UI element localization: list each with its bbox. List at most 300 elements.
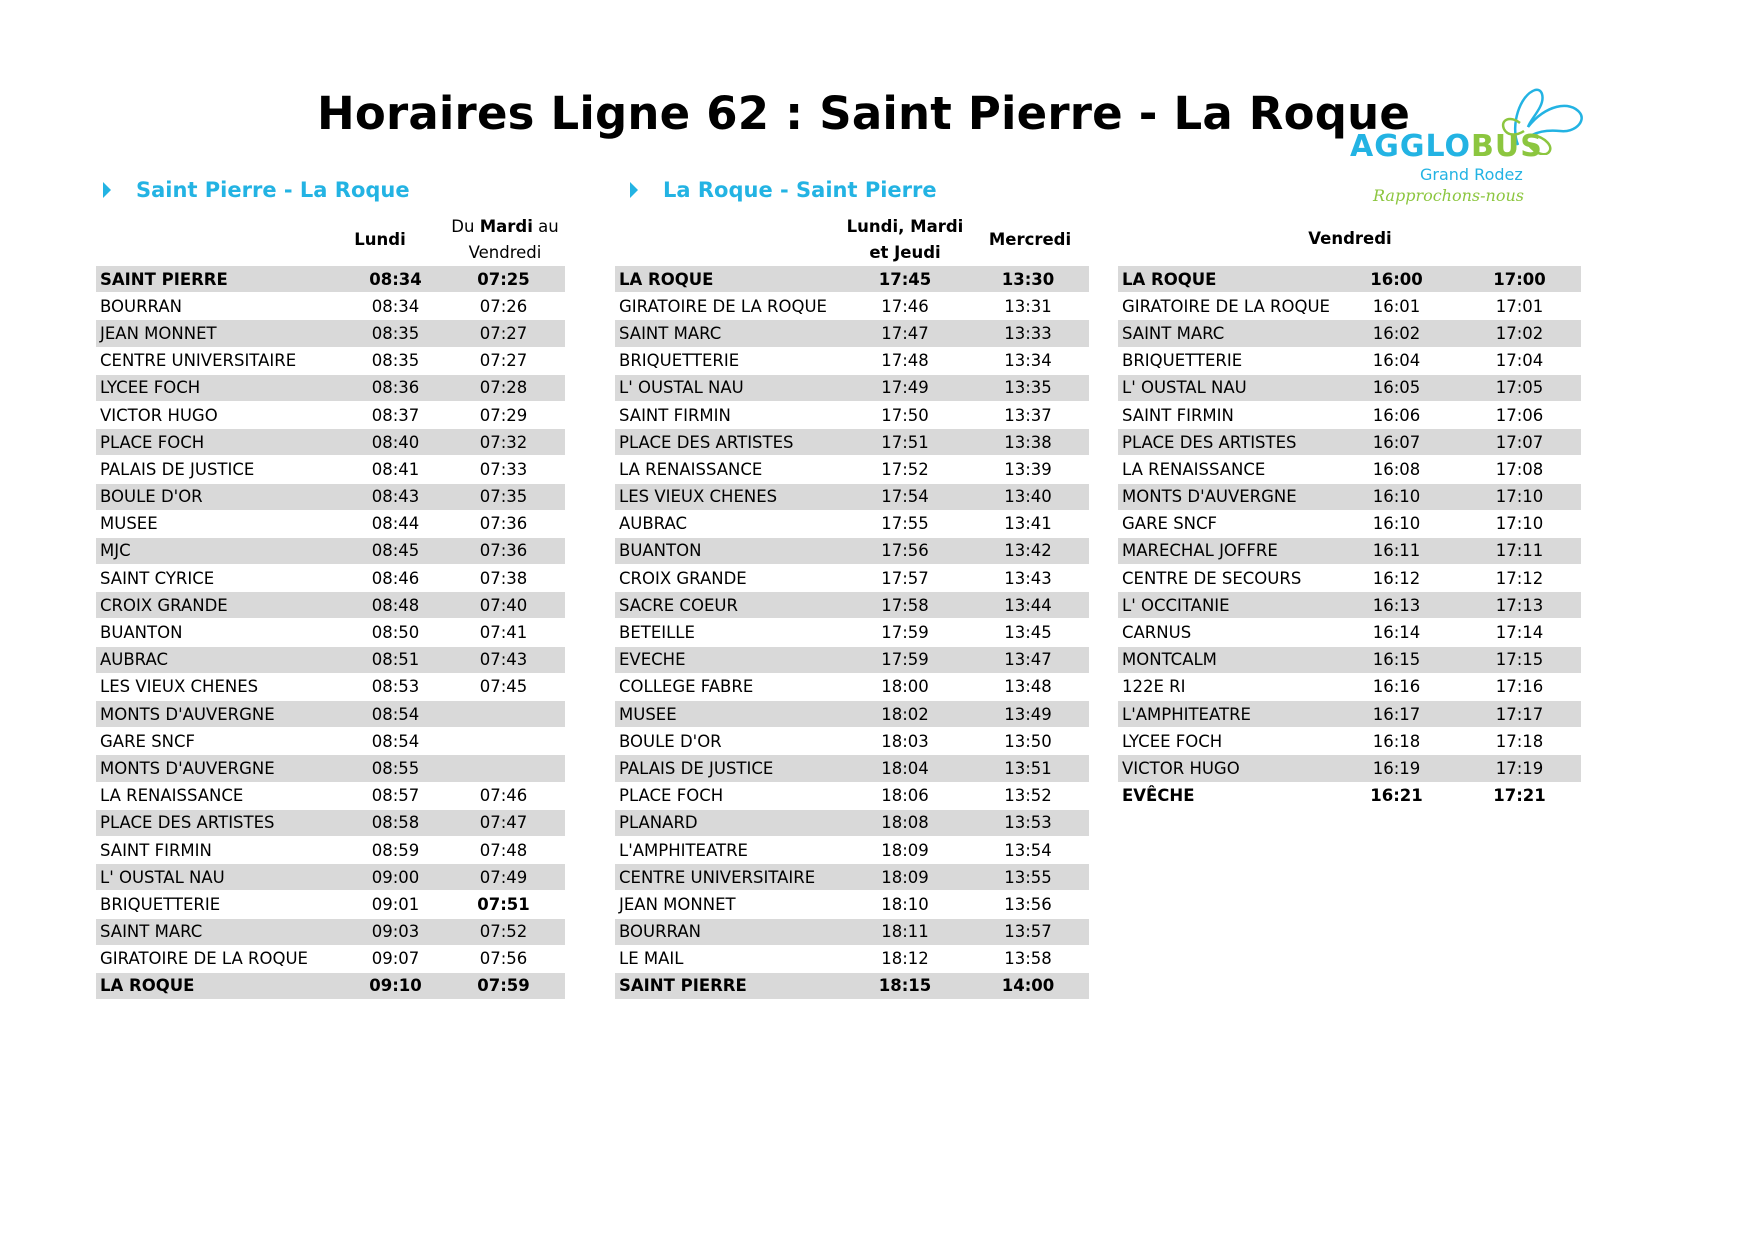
stop-name: SAINT FIRMIN xyxy=(96,836,349,863)
time-cell: 18:03 xyxy=(843,728,967,755)
time-cell: 08:43 xyxy=(349,483,442,510)
stop-name: BOULE D'OR xyxy=(96,483,349,510)
time-cell: 16:15 xyxy=(1335,646,1458,673)
table-row xyxy=(1118,483,1581,510)
time-cell: 13:43 xyxy=(967,565,1089,592)
time-cell: 09:10 xyxy=(349,972,442,999)
header-text: Vendredi xyxy=(468,243,542,262)
stop-name: LA ROQUE xyxy=(96,972,349,999)
table-row xyxy=(96,945,565,972)
time-cell: 08:35 xyxy=(349,320,442,347)
stop-name: MONTS D'AUVERGNE xyxy=(96,701,349,728)
time-cell: 08:54 xyxy=(349,728,442,755)
time-cell: 07:27 xyxy=(442,347,565,374)
stop-name: BUANTON xyxy=(615,537,843,564)
stop-name: CENTRE DE SECOURS xyxy=(1118,565,1335,592)
table-row xyxy=(615,673,1089,700)
table-row xyxy=(1118,374,1581,401)
time-cell: 18:00 xyxy=(843,673,967,700)
stop-name: LA ROQUE xyxy=(615,266,843,293)
time-cell: 07:28 xyxy=(442,374,565,401)
time-cell: 14:00 xyxy=(967,972,1089,999)
header-text-bold: Mardi xyxy=(479,217,533,236)
col-header-lundi: Lundi xyxy=(354,230,406,249)
time-cell: 07:56 xyxy=(442,945,565,972)
time-cell: 16:01 xyxy=(1335,293,1458,320)
table-row xyxy=(96,374,565,401)
time-cell xyxy=(442,755,565,782)
time-cell: 17:11 xyxy=(1458,537,1581,564)
table-row xyxy=(615,266,1089,293)
stop-name: MARECHAL JOFFRE xyxy=(1118,537,1335,564)
triangle-bullet-icon xyxy=(630,182,638,198)
stop-name: MUSEE xyxy=(615,701,843,728)
stop-name: LE MAIL xyxy=(615,945,843,972)
agglobus-logo xyxy=(1350,85,1590,215)
time-cell: 17:08 xyxy=(1458,456,1581,483)
time-cell: 17:45 xyxy=(843,266,967,293)
section-heading-outbound-label: Saint Pierre - La Roque xyxy=(136,178,410,202)
triangle-bullet-icon xyxy=(103,182,111,198)
timetable-la-roque-saint-pierre xyxy=(615,266,1089,1000)
stop-name: COLLEGE FABRE xyxy=(615,673,843,700)
table-row xyxy=(615,755,1089,782)
stop-name: LA RENAISSANCE xyxy=(1118,456,1335,483)
table-row xyxy=(96,809,565,836)
stop-name: PLACE DES ARTISTES xyxy=(615,429,843,456)
time-cell: 07:38 xyxy=(442,565,565,592)
time-cell: 16:10 xyxy=(1335,483,1458,510)
table-row xyxy=(96,619,565,646)
time-cell: 08:41 xyxy=(349,456,442,483)
table-row xyxy=(1118,755,1581,782)
time-cell: 17:01 xyxy=(1458,293,1581,320)
table-row xyxy=(96,918,565,945)
stop-name: L' OUSTAL NAU xyxy=(96,864,349,891)
time-cell: 18:08 xyxy=(843,809,967,836)
stop-name: L'AMPHITEATRE xyxy=(615,836,843,863)
table-row xyxy=(1118,429,1581,456)
stop-name: AUBRAC xyxy=(615,510,843,537)
time-cell: 13:58 xyxy=(967,945,1089,972)
table-row xyxy=(615,565,1089,592)
time-cell: 08:50 xyxy=(349,619,442,646)
stop-name: L' OUSTAL NAU xyxy=(1118,374,1335,401)
time-cell: 08:59 xyxy=(349,836,442,863)
stop-name: LES VIEUX CHENES xyxy=(96,673,349,700)
table-row xyxy=(615,592,1089,619)
time-cell: 18:12 xyxy=(843,945,967,972)
table-row xyxy=(96,266,565,293)
time-cell: 07:27 xyxy=(442,320,565,347)
table-row xyxy=(1118,293,1581,320)
time-cell: 16:02 xyxy=(1335,320,1458,347)
table-row xyxy=(615,918,1089,945)
col-header-mardi-vendredi xyxy=(445,214,565,266)
time-cell: 13:53 xyxy=(967,809,1089,836)
time-cell: 17:48 xyxy=(843,347,967,374)
table-row xyxy=(615,537,1089,564)
time-cell: 13:57 xyxy=(967,918,1089,945)
table-row xyxy=(615,864,1089,891)
time-cell: 07:33 xyxy=(442,456,565,483)
section-heading-inbound xyxy=(630,178,937,202)
stop-name: GARE SNCF xyxy=(1118,510,1335,537)
time-cell: 16:19 xyxy=(1335,755,1458,782)
time-cell: 16:17 xyxy=(1335,701,1458,728)
stop-name: LYCEE FOCH xyxy=(1118,728,1335,755)
table-row xyxy=(96,483,565,510)
col-header-mercredi: Mercredi xyxy=(988,230,1072,249)
time-cell: 08:37 xyxy=(349,401,442,428)
table-row xyxy=(615,483,1089,510)
table-row xyxy=(615,293,1089,320)
header-text: Lundi, Mardi xyxy=(846,217,964,236)
table-row xyxy=(615,374,1089,401)
time-cell: 17:47 xyxy=(843,320,967,347)
table-row xyxy=(1118,401,1581,428)
time-cell: 13:47 xyxy=(967,646,1089,673)
time-cell: 07:25 xyxy=(442,266,565,293)
time-cell: 13:35 xyxy=(967,374,1089,401)
time-cell: 17:10 xyxy=(1458,510,1581,537)
time-cell: 16:04 xyxy=(1335,347,1458,374)
table-row xyxy=(615,401,1089,428)
table-row xyxy=(615,456,1089,483)
col-header-vendredi: Vendredi xyxy=(1308,229,1392,248)
time-cell: 13:54 xyxy=(967,836,1089,863)
time-cell: 08:55 xyxy=(349,755,442,782)
time-cell: 18:09 xyxy=(843,836,967,863)
time-cell: 18:09 xyxy=(843,864,967,891)
time-cell xyxy=(442,728,565,755)
stop-name: LA RENAISSANCE xyxy=(615,456,843,483)
stop-name: SAINT PIERRE xyxy=(615,972,843,999)
header-text: Du xyxy=(451,217,480,236)
stop-name: L'AMPHITEATRE xyxy=(1118,701,1335,728)
header-text: au xyxy=(532,217,559,236)
stop-name: LYCEE FOCH xyxy=(96,374,349,401)
table-row xyxy=(615,809,1089,836)
time-cell: 17:18 xyxy=(1458,728,1581,755)
time-cell: 18:15 xyxy=(843,972,967,999)
table-row xyxy=(96,456,565,483)
stop-name: BOURRAN xyxy=(615,918,843,945)
stop-name: SAINT CYRICE xyxy=(96,565,349,592)
time-cell: 13:49 xyxy=(967,701,1089,728)
time-cell: 17:12 xyxy=(1458,565,1581,592)
stop-name: LA ROQUE xyxy=(1118,266,1335,293)
time-cell: 13:30 xyxy=(967,266,1089,293)
stop-name: BOULE D'OR xyxy=(615,728,843,755)
stop-name: MONTS D'AUVERGNE xyxy=(1118,483,1335,510)
stop-name: JEAN MONNET xyxy=(615,891,843,918)
table-row xyxy=(615,728,1089,755)
stop-name: MONTCALM xyxy=(1118,646,1335,673)
stop-name: JEAN MONNET xyxy=(96,320,349,347)
table-row xyxy=(96,565,565,592)
time-cell xyxy=(442,701,565,728)
time-cell: 17:52 xyxy=(843,456,967,483)
time-cell: 08:53 xyxy=(349,673,442,700)
table-row xyxy=(96,864,565,891)
time-cell: 09:03 xyxy=(349,918,442,945)
time-cell: 07:26 xyxy=(442,293,565,320)
stop-name: PALAIS DE JUSTICE xyxy=(615,755,843,782)
table-row xyxy=(615,510,1089,537)
time-cell: 13:56 xyxy=(967,891,1089,918)
stop-name: GIRATOIRE DE LA ROQUE xyxy=(615,293,843,320)
table-row xyxy=(96,347,565,374)
table-row xyxy=(1118,782,1581,809)
time-cell: 17:16 xyxy=(1458,673,1581,700)
time-cell: 13:34 xyxy=(967,347,1089,374)
time-cell: 08:57 xyxy=(349,782,442,809)
stop-name: CENTRE UNIVERSITAIRE xyxy=(615,864,843,891)
time-cell: 07:41 xyxy=(442,619,565,646)
time-cell: 07:43 xyxy=(442,646,565,673)
time-cell: 17:49 xyxy=(843,374,967,401)
time-cell: 13:48 xyxy=(967,673,1089,700)
table-row xyxy=(1118,266,1581,293)
stop-name: SAINT MARC xyxy=(96,918,349,945)
stop-name: CARNUS xyxy=(1118,619,1335,646)
time-cell: 17:06 xyxy=(1458,401,1581,428)
stop-name: BRIQUETTERIE xyxy=(1118,347,1335,374)
time-cell: 17:55 xyxy=(843,510,967,537)
table-row xyxy=(615,782,1089,809)
time-cell: 17:46 xyxy=(843,293,967,320)
stop-name: VICTOR HUGO xyxy=(96,401,349,428)
time-cell: 13:45 xyxy=(967,619,1089,646)
time-cell: 16:00 xyxy=(1335,266,1458,293)
table-row xyxy=(615,347,1089,374)
stop-name: BUANTON xyxy=(96,619,349,646)
stop-name: BOURRAN xyxy=(96,293,349,320)
time-cell: 17:02 xyxy=(1458,320,1581,347)
table-row xyxy=(96,537,565,564)
time-cell: 16:18 xyxy=(1335,728,1458,755)
stop-name: EVÊCHE xyxy=(1118,782,1335,809)
table-row xyxy=(96,972,565,999)
time-cell: 13:41 xyxy=(967,510,1089,537)
time-cell: 17:17 xyxy=(1458,701,1581,728)
stop-name: 122E RI xyxy=(1118,673,1335,700)
table-row xyxy=(96,782,565,809)
time-cell: 17:07 xyxy=(1458,429,1581,456)
stop-name: VICTOR HUGO xyxy=(1118,755,1335,782)
time-cell: 13:31 xyxy=(967,293,1089,320)
table-row xyxy=(96,320,565,347)
time-cell: 16:07 xyxy=(1335,429,1458,456)
time-cell: 08:40 xyxy=(349,429,442,456)
time-cell: 17:04 xyxy=(1458,347,1581,374)
table-row xyxy=(1118,537,1581,564)
time-cell: 17:50 xyxy=(843,401,967,428)
time-cell: 13:33 xyxy=(967,320,1089,347)
stop-name: SAINT MARC xyxy=(615,320,843,347)
time-cell: 13:55 xyxy=(967,864,1089,891)
table-row xyxy=(615,945,1089,972)
table-row xyxy=(96,429,565,456)
time-cell: 16:11 xyxy=(1335,537,1458,564)
stop-name: PALAIS DE JUSTICE xyxy=(96,456,349,483)
time-cell: 07:49 xyxy=(442,864,565,891)
time-cell: 07:47 xyxy=(442,809,565,836)
time-cell: 18:10 xyxy=(843,891,967,918)
time-cell: 13:40 xyxy=(967,483,1089,510)
time-cell: 09:07 xyxy=(349,945,442,972)
table-row xyxy=(96,673,565,700)
time-cell: 17:54 xyxy=(843,483,967,510)
time-cell: 17:58 xyxy=(843,592,967,619)
logo-slogan: Rapprochons-nous xyxy=(1373,186,1524,205)
time-cell: 17:59 xyxy=(843,619,967,646)
table-row xyxy=(615,619,1089,646)
time-cell: 17:56 xyxy=(843,537,967,564)
time-cell: 16:05 xyxy=(1335,374,1458,401)
table-row xyxy=(1118,728,1581,755)
time-cell: 16:06 xyxy=(1335,401,1458,428)
time-cell: 18:06 xyxy=(843,782,967,809)
time-cell: 13:38 xyxy=(967,429,1089,456)
table-row xyxy=(1118,701,1581,728)
time-cell: 09:01 xyxy=(349,891,442,918)
table-row xyxy=(1118,565,1581,592)
table-row xyxy=(96,701,565,728)
page-title: Horaires Ligne 62 : Saint Pierre - La Roque xyxy=(317,87,1411,140)
table-row xyxy=(96,836,565,863)
time-cell: 17:10 xyxy=(1458,483,1581,510)
table-row xyxy=(96,728,565,755)
time-cell: 18:04 xyxy=(843,755,967,782)
time-cell: 08:34 xyxy=(349,293,442,320)
stop-name: EVECHE xyxy=(615,646,843,673)
table-row xyxy=(615,836,1089,863)
stop-name: BRIQUETTERIE xyxy=(96,891,349,918)
time-cell: 13:37 xyxy=(967,401,1089,428)
time-cell: 07:52 xyxy=(442,918,565,945)
time-cell: 16:16 xyxy=(1335,673,1458,700)
header-text: et Jeudi xyxy=(869,243,941,262)
time-cell: 07:45 xyxy=(442,673,565,700)
stop-name: GARE SNCF xyxy=(96,728,349,755)
time-cell: 13:50 xyxy=(967,728,1089,755)
table-row xyxy=(615,646,1089,673)
time-cell: 07:29 xyxy=(442,401,565,428)
table-row xyxy=(96,592,565,619)
section-heading-outbound xyxy=(103,178,410,202)
time-cell: 07:36 xyxy=(442,510,565,537)
time-cell: 16:12 xyxy=(1335,565,1458,592)
table-row xyxy=(1118,456,1581,483)
time-cell: 07:46 xyxy=(442,782,565,809)
table-row xyxy=(1118,510,1581,537)
table-row xyxy=(1118,673,1581,700)
stop-name: LA RENAISSANCE xyxy=(96,782,349,809)
time-cell: 18:11 xyxy=(843,918,967,945)
time-cell: 08:34 xyxy=(349,266,442,293)
time-cell: 17:13 xyxy=(1458,592,1581,619)
col-header-lundi-mardi-jeudi xyxy=(845,214,965,266)
table-row xyxy=(1118,320,1581,347)
time-cell: 08:46 xyxy=(349,565,442,592)
time-cell: 13:52 xyxy=(967,782,1089,809)
time-cell: 08:35 xyxy=(349,347,442,374)
table-row xyxy=(615,972,1089,999)
stop-name: MUSEE xyxy=(96,510,349,537)
table-row xyxy=(96,755,565,782)
table-row xyxy=(1118,646,1581,673)
table-row xyxy=(1118,592,1581,619)
time-cell: 17:00 xyxy=(1458,266,1581,293)
stop-name: PLACE DES ARTISTES xyxy=(1118,429,1335,456)
time-cell: 08:45 xyxy=(349,537,442,564)
stop-name: BETEILLE xyxy=(615,619,843,646)
stop-name: SAINT MARC xyxy=(1118,320,1335,347)
stop-name: LES VIEUX CHENES xyxy=(615,483,843,510)
time-cell: 16:13 xyxy=(1335,592,1458,619)
time-cell: 07:32 xyxy=(442,429,565,456)
time-cell: 17:05 xyxy=(1458,374,1581,401)
table-row xyxy=(1118,347,1581,374)
logo-bus: BUS xyxy=(1471,129,1543,164)
stop-name: CROIX GRANDE xyxy=(96,592,349,619)
time-cell: 16:10 xyxy=(1335,510,1458,537)
stop-name: PLANARD xyxy=(615,809,843,836)
stop-name: AUBRAC xyxy=(96,646,349,673)
logo-subtitle: Grand Rodez xyxy=(1420,165,1523,184)
stop-name: PLACE FOCH xyxy=(615,782,843,809)
time-cell: 08:54 xyxy=(349,701,442,728)
timetable-la-roque-saint-pierre-vendredi xyxy=(1118,266,1581,810)
table-row xyxy=(1118,619,1581,646)
time-cell: 16:14 xyxy=(1335,619,1458,646)
stop-name: SAINT FIRMIN xyxy=(1118,401,1335,428)
stop-name: MONTS D'AUVERGNE xyxy=(96,755,349,782)
table-row xyxy=(615,320,1089,347)
stop-name: SACRE COEUR xyxy=(615,592,843,619)
time-cell: 17:51 xyxy=(843,429,967,456)
time-cell: 16:21 xyxy=(1335,782,1458,809)
time-cell: 08:51 xyxy=(349,646,442,673)
table-row xyxy=(615,701,1089,728)
time-cell: 17:21 xyxy=(1458,782,1581,809)
time-cell: 07:59 xyxy=(442,972,565,999)
time-cell: 09:00 xyxy=(349,864,442,891)
time-cell: 17:14 xyxy=(1458,619,1581,646)
table-row xyxy=(96,510,565,537)
time-cell: 13:44 xyxy=(967,592,1089,619)
time-cell: 17:15 xyxy=(1458,646,1581,673)
time-cell: 17:59 xyxy=(843,646,967,673)
time-cell: 07:48 xyxy=(442,836,565,863)
time-cell: 08:58 xyxy=(349,809,442,836)
table-row xyxy=(615,429,1089,456)
stop-name: SAINT FIRMIN xyxy=(615,401,843,428)
section-heading-inbound-label: La Roque - Saint Pierre xyxy=(663,178,937,202)
stop-name: BRIQUETTERIE xyxy=(615,347,843,374)
stop-name: L' OUSTAL NAU xyxy=(615,374,843,401)
time-cell: 08:44 xyxy=(349,510,442,537)
logo-agglo: AGGLO xyxy=(1350,129,1472,164)
table-row xyxy=(96,293,565,320)
time-cell: 17:57 xyxy=(843,565,967,592)
table-row xyxy=(96,401,565,428)
time-cell: 16:08 xyxy=(1335,456,1458,483)
time-cell: 13:51 xyxy=(967,755,1089,782)
stop-name: PLACE DES ARTISTES xyxy=(96,809,349,836)
